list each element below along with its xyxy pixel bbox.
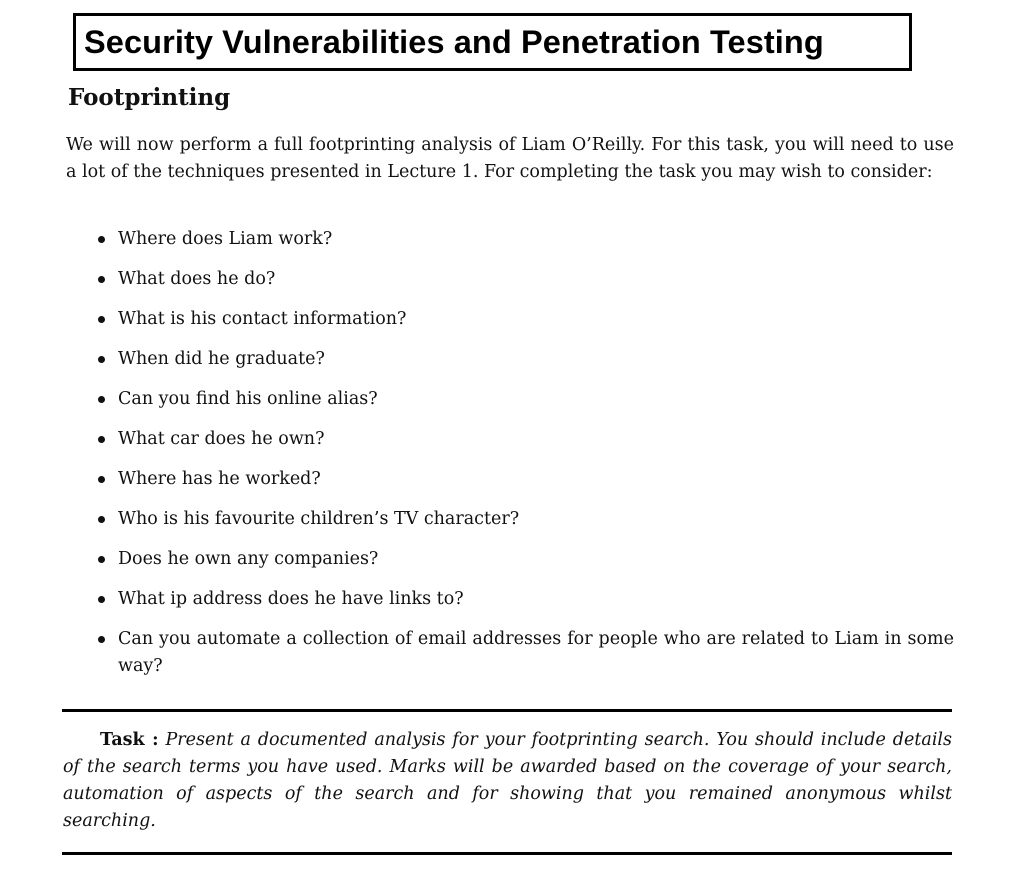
list-item (96, 546, 954, 573)
bullet-icon (98, 316, 105, 323)
list-item (96, 586, 954, 613)
task-bottom-rule (62, 852, 952, 855)
list-item (96, 346, 954, 373)
list-item-text: Where does Liam work? (118, 229, 333, 249)
list-item-text: Can you automate a collection of email addresses for people who are related to Liam in some way? (118, 629, 954, 676)
task-paragraph (63, 727, 952, 835)
intro-paragraph: We will now perform a full footprinting analysis of Liam O’Reilly. For this task, you will need to use a lot of the techniques presented in Lecture 1. For completing the task you may wish to consider: (66, 135, 954, 182)
list-item (96, 386, 954, 413)
list-item (96, 426, 954, 453)
bullet-icon (98, 636, 105, 643)
list-item (96, 626, 954, 680)
task-top-rule (62, 709, 952, 712)
bullet-icon (98, 556, 105, 563)
bullet-icon (98, 396, 105, 403)
list-item (96, 466, 954, 493)
list-item-text: What does he do? (118, 269, 276, 289)
bullet-icon (98, 276, 105, 283)
list-item-text: What car does he own? (118, 429, 325, 449)
bullet-icon (98, 436, 105, 443)
task-label: Task : (100, 730, 159, 750)
document-title: Security Vulnerabilities and Penetration Testing (84, 23, 824, 60)
list-item-text: Can you find his online alias? (118, 389, 378, 409)
bullet-icon (98, 236, 105, 243)
list-item (96, 506, 954, 533)
bullet-icon (98, 596, 105, 603)
task-text: Present a documented analysis for your footprinting search. You should include details of the search terms you have used. Marks will be awarded based on the coverage of your search, automation of aspects of the search and for showing that you remained anonymous whilst searching. (63, 730, 952, 831)
list-item-text: What ip address does he have links to? (118, 589, 464, 609)
bullet-icon (98, 356, 105, 363)
list-item (96, 266, 954, 293)
title-box (73, 13, 912, 71)
question-list (96, 226, 954, 693)
section-heading: Footprinting (68, 84, 231, 111)
list-item (96, 306, 954, 333)
bullet-icon (98, 476, 105, 483)
list-item-text: Who is his favourite children’s TV character? (118, 509, 520, 529)
list-item-text: Does he own any companies? (118, 549, 379, 569)
list-item (96, 226, 954, 253)
list-item-text: What is his contact information? (118, 309, 407, 329)
list-item-text: When did he graduate? (118, 349, 325, 369)
bullet-icon (98, 516, 105, 523)
list-item-text: Where has he worked? (118, 469, 321, 489)
